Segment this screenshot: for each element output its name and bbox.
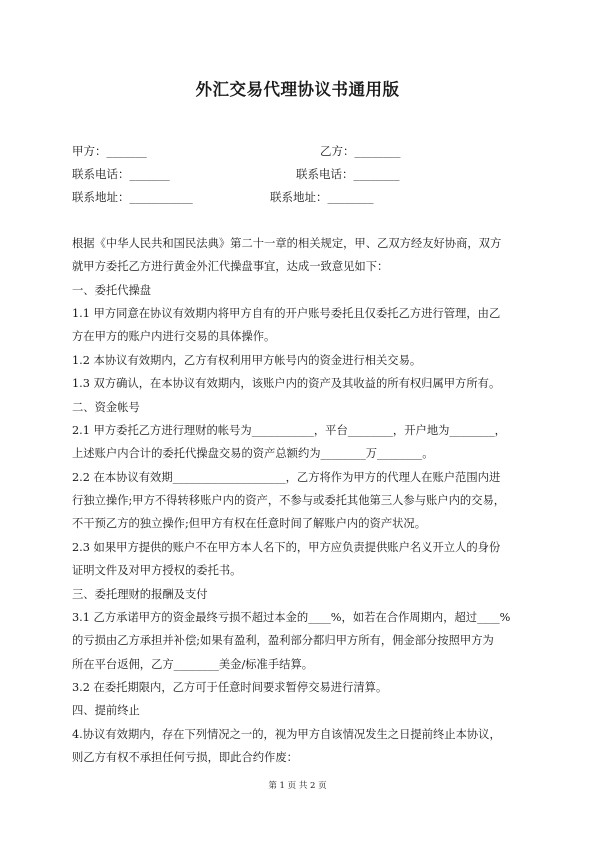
body-line: 4.协议有效期内，存在下列情况之一的，视为甲方自该情况发生之日提前终止本协议， <box>72 728 501 741</box>
body-line: 2.2 在本协议有效期____________________，乙方将作为甲方的代理人在账户范围内进 <box>72 471 501 484</box>
body-line: 则乙方有权不承担任何亏损，即此合约作废： <box>72 751 298 764</box>
section-heading: 四、提前终止 <box>72 704 140 717</box>
party-b-field: 乙方：________ <box>320 144 401 158</box>
document-title: 外汇交易代理协议书通用版 <box>195 80 400 99</box>
body-line: 就甲方委托乙方进行黄金外汇代操盘事宜，达成一致意见如下： <box>72 260 389 273</box>
body-line: 证明文件及对甲方授权的委托书。 <box>72 564 242 577</box>
body-line: 所在平台返佣，乙方________美金/标准手结算。 <box>72 658 314 671</box>
party-b-phone-field: 联系电话：________ <box>296 167 400 181</box>
body-line: 行独立操作;甲方不得转移账户内的资产，不参与或委托其他第三人参与账户内的交易， <box>72 494 506 507</box>
body-line: 2.1 甲方委托乙方进行理财的帐号为___________，平台________，开户地为________， <box>72 424 506 437</box>
body-line: 3.1 乙方承诺甲方的资金最终亏损不超过本金的____%，如若在合作周期内，超过____% <box>72 611 511 624</box>
party-a-address-field: 联系地址：___________ <box>72 190 193 204</box>
body-line: 1.2 本协议有效期内，乙方有权利用甲方帐号内的资金进行相关交易。 <box>72 354 422 367</box>
section-heading: 二、资金帐号 <box>72 401 140 414</box>
page-number: 第 1 页 共 2 页 <box>268 781 327 791</box>
party-b-address-field: 联系地址：________ <box>270 190 374 204</box>
body-line: 方在甲方的账户内进行交易的具体操作。 <box>72 330 276 343</box>
body-line: 3.2 在委托期限内，乙方可于任意时间要求暂停交易进行清算。 <box>72 681 388 694</box>
party-a-phone-field: 联系电话：_______ <box>72 167 170 181</box>
party-a-field: 甲方：_______ <box>72 144 147 158</box>
body-line: 2.3 如果甲方提供的账户不在甲方本人名下的，甲方应负责提供账户名义开立人的身份 <box>72 541 501 554</box>
body-line: 上述账户内合计的委托代操盘交易的资产总额约为________万________。 <box>72 447 434 460</box>
body-line: 1.1 甲方同意在协议有效期内将甲方自有的开户账号委托且仅委托乙方进行管理，由乙 <box>72 307 501 320</box>
body-line: 1.3 双方确认，在本协议有效期内，该账户内的资产及其收益的所有权归属甲方所有。 <box>72 377 501 390</box>
section-heading: 一、委托代操盘 <box>72 284 152 297</box>
body-line: 的亏损由乙方承担并补偿;如果有盈利，盈利部分都归甲方所有，佣金部分按照甲方为 <box>72 634 494 647</box>
section-heading: 三、委托理财的报酬及支付 <box>72 588 208 601</box>
body-line: 不干预乙方的独立操作;但甲方有权在任意时间了解账户内的资产状况。 <box>72 517 427 530</box>
body-line: 根据《中华人民共和国民法典》第二十一章的相关规定，甲、乙双方经友好协商，双方 <box>72 237 502 250</box>
